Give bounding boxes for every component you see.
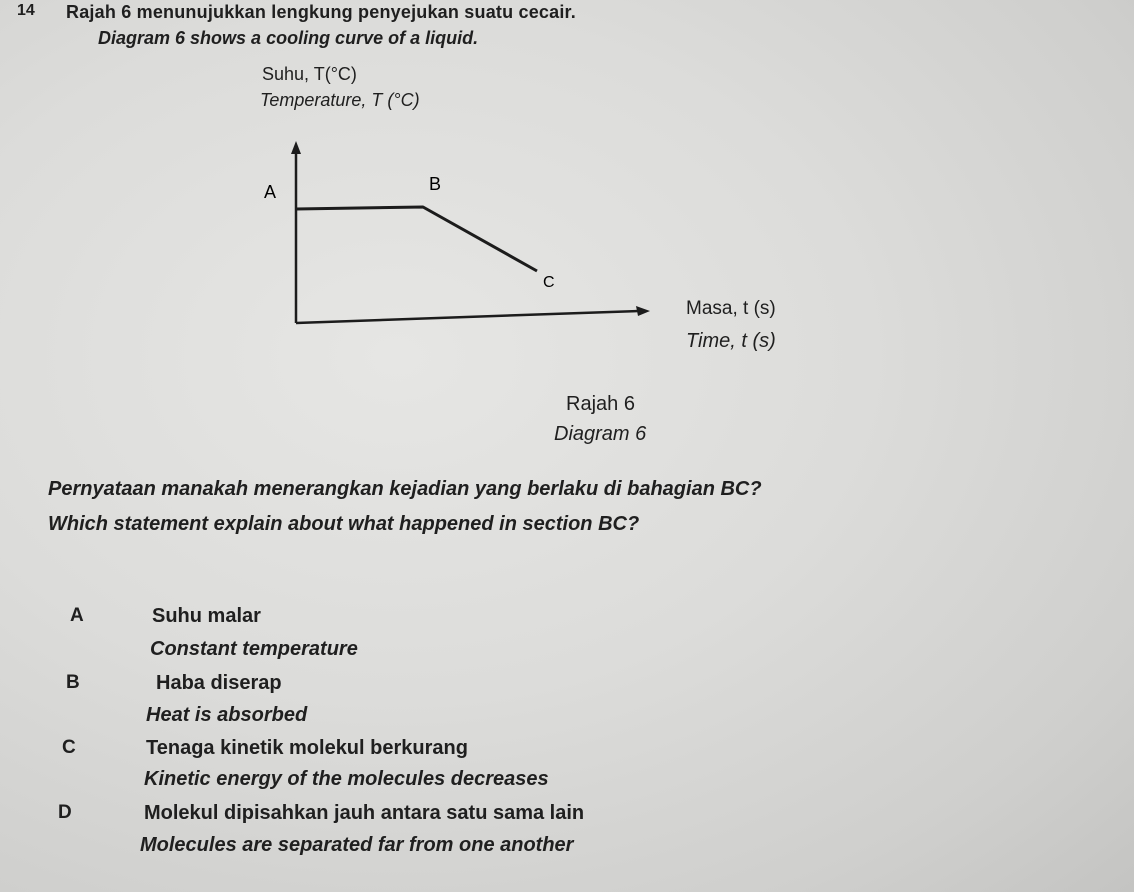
option-text-malay: Haba diserap bbox=[156, 672, 282, 694]
question-stem-english: Which statement explain about what happened in section BC? bbox=[48, 513, 640, 535]
option-letter: A bbox=[70, 605, 84, 626]
option-text-malay: Tenaga kinetik molekul berkurang bbox=[146, 737, 468, 759]
x-axis-label-malay: Masa, t (s) bbox=[686, 298, 776, 319]
option-text-malay: Molekul dipisahkan jauh antara satu sama lain bbox=[144, 802, 585, 824]
point-a-label: A bbox=[264, 182, 277, 202]
question-text-english: Diagram 6 shows a cooling curve of a liquid. bbox=[98, 28, 479, 48]
diagram-caption-malay: Rajah 6 bbox=[566, 393, 635, 415]
option-letter: B bbox=[66, 672, 80, 693]
option-text-malay: Suhu malar bbox=[152, 605, 261, 627]
option-text-english: Molecules are separated far from one another bbox=[140, 834, 574, 856]
question-stem-malay: Pernyataan manakah menerangkan kejadian yang berlaku di bahagian BC? bbox=[48, 478, 762, 500]
point-c-label: C bbox=[543, 274, 555, 291]
y-axis-label-malay: Suhu, T(°C) bbox=[262, 64, 357, 84]
diagram-caption-english: Diagram 6 bbox=[554, 423, 647, 445]
option-letter: D bbox=[58, 802, 72, 823]
cooling-curve-line bbox=[296, 207, 537, 271]
x-axis bbox=[296, 306, 650, 323]
option-text-english: Kinetic energy of the molecules decreases bbox=[144, 768, 549, 790]
y-axis-label-english: Temperature, T (°C) bbox=[260, 90, 420, 110]
question-text-malay: Rajah 6 menunujukkan lengkung penyejukan suatu cecair. bbox=[66, 2, 576, 22]
cooling-curve-diagram bbox=[250, 130, 670, 340]
question-number: 14 bbox=[17, 2, 35, 19]
point-b-label: B bbox=[429, 174, 442, 194]
option-text-english: Constant temperature bbox=[150, 638, 358, 660]
option-text-english: Heat is absorbed bbox=[146, 704, 308, 726]
option-letter: C bbox=[62, 737, 76, 758]
y-axis bbox=[291, 141, 301, 323]
x-axis-label-english: Time, t (s) bbox=[686, 330, 776, 352]
